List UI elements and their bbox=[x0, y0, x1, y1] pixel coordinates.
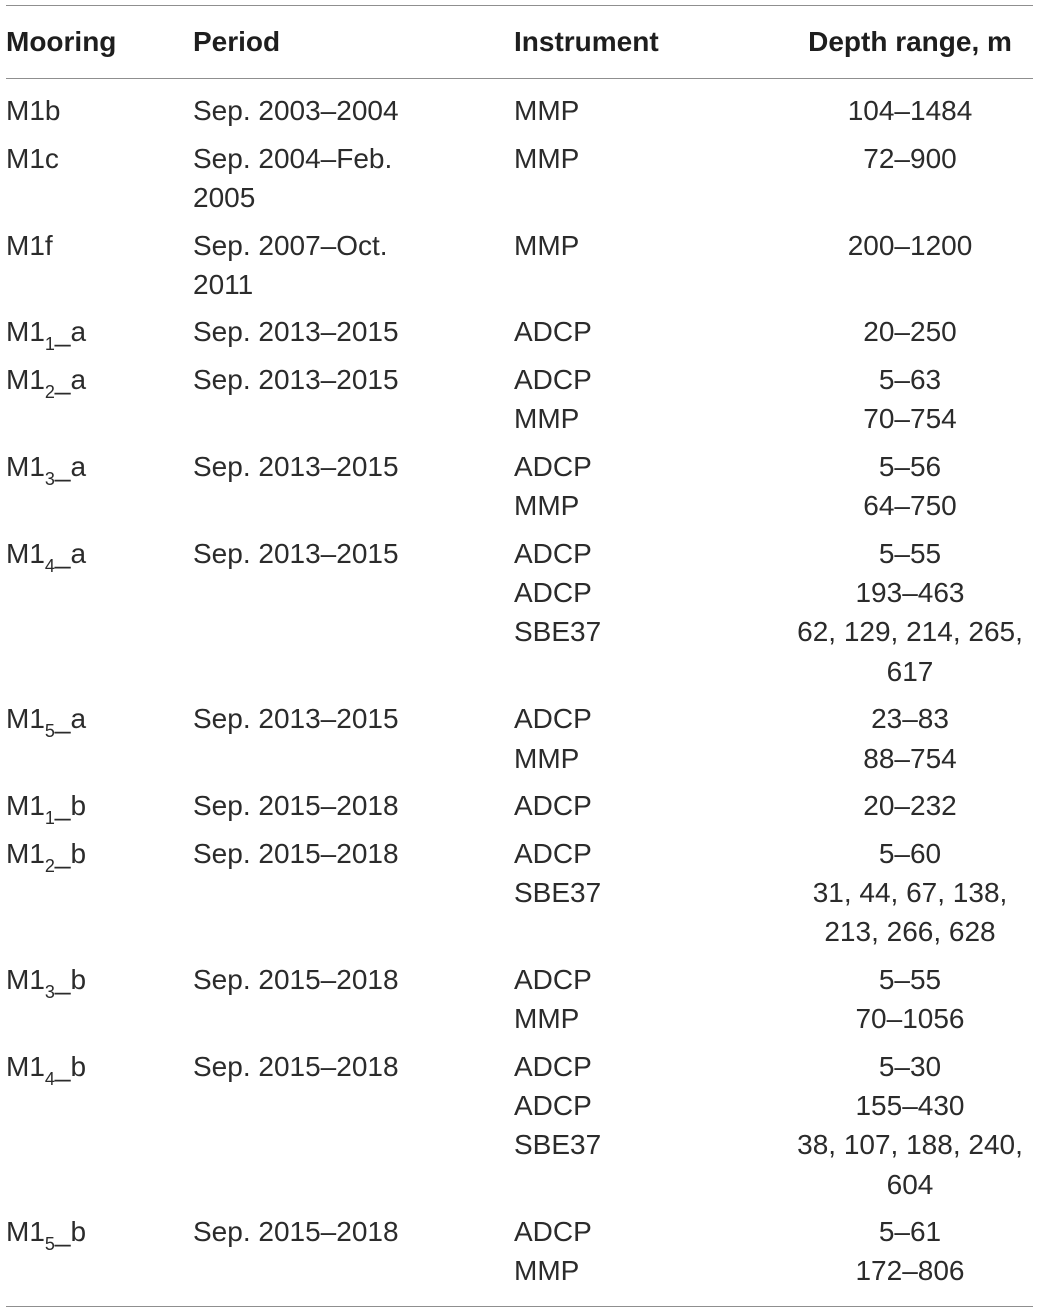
mooring-cell bbox=[6, 447, 87, 490]
depth-range-value: 38, 107, 188, 240, bbox=[797, 1129, 1023, 1161]
depth-range-value: 64–750 bbox=[863, 490, 957, 522]
mooring-suffix: _a bbox=[54, 703, 87, 735]
instrument-cell bbox=[514, 699, 774, 777]
period-cell: Sep. 2003–2004 bbox=[193, 95, 399, 126]
instrument-cell bbox=[514, 786, 774, 825]
mooring-subscript: 3 bbox=[44, 982, 55, 1003]
period-cell: Sep. 2013–2015 bbox=[193, 364, 399, 396]
instrument-cell bbox=[514, 312, 774, 351]
mooring-cell bbox=[6, 786, 87, 829]
depth-range-cell bbox=[790, 1212, 1030, 1290]
instrument-cell bbox=[514, 139, 774, 178]
mooring-subscript: 2 bbox=[44, 382, 55, 403]
depth-range-value: 155–430 bbox=[855, 1090, 965, 1122]
mooring-subscript: 3 bbox=[44, 469, 55, 490]
depth-range-value: 5–30 bbox=[878, 1050, 942, 1082]
depth-range-cell bbox=[790, 960, 1030, 1038]
depth-range-value: 5–60 bbox=[878, 837, 942, 869]
instrument-value: ADCP bbox=[514, 703, 592, 735]
depth-range-value: 5–56 bbox=[878, 451, 942, 483]
instrument-value: ADCP bbox=[514, 316, 592, 348]
instrument-cell bbox=[514, 534, 774, 652]
depth-range-cell bbox=[790, 699, 1030, 777]
depth-range-value: 23–83 bbox=[871, 703, 949, 735]
header-rule bbox=[6, 78, 1033, 79]
mooring-cell bbox=[6, 226, 53, 265]
period-cell: Sep. 2015–2018 bbox=[193, 790, 399, 822]
instrument-cell bbox=[514, 834, 774, 912]
depth-range-cell bbox=[790, 1047, 1030, 1204]
mooring-suffix: _a bbox=[54, 538, 87, 569]
instrument-value: ADCP bbox=[514, 837, 592, 869]
table-row bbox=[0, 447, 1039, 534]
mooring-name: M1 bbox=[6, 316, 45, 348]
period-cell: Sep. 2013–2015 bbox=[193, 538, 399, 569]
depth-range-cell bbox=[790, 226, 1030, 265]
period-cell: Sep. 2013–2015 bbox=[193, 703, 399, 735]
depth-range-value: 193–463 bbox=[855, 577, 965, 609]
table-row bbox=[0, 960, 1039, 1047]
instrument-value: ADCP bbox=[514, 1090, 592, 1122]
instrument-value: MMP bbox=[514, 490, 580, 522]
mooring-name: M1 bbox=[6, 1216, 45, 1248]
instrument-cell bbox=[514, 960, 774, 1038]
depth-range-cell bbox=[790, 834, 1030, 952]
mooring-name: M1 bbox=[6, 538, 45, 569]
mooring-name: M1c bbox=[6, 142, 59, 174]
table-row bbox=[0, 226, 1039, 313]
table-row bbox=[0, 312, 1039, 360]
instrument-cell bbox=[514, 447, 774, 525]
header-depth-range: Depth range, m bbox=[808, 26, 1012, 57]
instrument-value: ADCP bbox=[514, 364, 592, 396]
depth-range-value: 104–1484 bbox=[847, 95, 973, 126]
instrument-value: MMP bbox=[514, 95, 580, 126]
period-cell: Sep. 2015–2018 bbox=[193, 1216, 399, 1248]
mooring-suffix: _b bbox=[54, 1050, 87, 1082]
mooring-suffix: _a bbox=[54, 451, 87, 483]
instrument-value: MMP bbox=[514, 403, 580, 435]
depth-range-value: 70–754 bbox=[863, 403, 957, 435]
instrument-cell bbox=[514, 1212, 774, 1290]
table-row bbox=[0, 139, 1039, 226]
mooring-cell bbox=[6, 360, 87, 403]
depth-range-value: 88–754 bbox=[863, 742, 957, 774]
depth-range-cell bbox=[790, 91, 1030, 130]
mooring-subscript: 5 bbox=[44, 1234, 55, 1255]
mooring-name: M1 bbox=[6, 837, 45, 869]
depth-range-value: 604 bbox=[886, 1168, 934, 1200]
mooring-cell bbox=[6, 312, 87, 355]
depth-range-value: 31, 44, 67, 138, bbox=[812, 877, 1008, 909]
mooring-name: M1f bbox=[6, 229, 53, 261]
period-cell: Sep. 2015–2018 bbox=[193, 964, 399, 996]
depth-range-value: 5–55 bbox=[878, 538, 942, 569]
mooring-name: M1b bbox=[6, 95, 61, 126]
depth-range-value: 20–232 bbox=[863, 790, 957, 822]
mooring-suffix: _a bbox=[54, 316, 87, 348]
table-top-rule bbox=[6, 5, 1033, 6]
table-row bbox=[0, 1212, 1039, 1299]
table-row bbox=[0, 1047, 1039, 1212]
mooring-name: M1 bbox=[6, 364, 45, 396]
mooring-cell bbox=[6, 1212, 87, 1255]
period-cell: Sep. 2007–Oct. 2011 bbox=[193, 229, 388, 300]
instrument-value: ADCP bbox=[514, 538, 592, 569]
mooring-name: M1 bbox=[6, 451, 45, 483]
mooring-name: M1 bbox=[6, 1050, 45, 1082]
mooring-suffix: _a bbox=[54, 364, 87, 396]
depth-range-value: 172–806 bbox=[855, 1255, 965, 1287]
mooring-subscript: 4 bbox=[44, 1068, 55, 1089]
depth-range-value: 200–1200 bbox=[847, 229, 973, 261]
depth-range-value: 70–1056 bbox=[855, 1003, 965, 1035]
instrument-value: MMP bbox=[514, 1003, 580, 1035]
instrument-value: MMP bbox=[514, 229, 580, 261]
mooring-cell bbox=[6, 534, 87, 576]
instrument-value: ADCP bbox=[514, 1216, 592, 1248]
mooring-suffix: _b bbox=[54, 837, 87, 869]
table-bottom-rule bbox=[6, 1306, 1033, 1307]
depth-range-value: 72–900 bbox=[863, 142, 957, 174]
header-period: Period bbox=[193, 26, 281, 57]
mooring-cell bbox=[6, 834, 87, 876]
depth-range-cell bbox=[790, 360, 1030, 438]
mooring-suffix: _b bbox=[54, 964, 87, 996]
header-instrument: Instrument bbox=[514, 26, 659, 57]
period-cell: Sep. 2015–2018 bbox=[193, 1050, 399, 1082]
instrument-value: SBE37 bbox=[514, 1129, 602, 1161]
depth-range-cell bbox=[790, 534, 1030, 691]
instrument-value: ADCP bbox=[514, 451, 592, 483]
header-mooring: Mooring bbox=[6, 26, 117, 57]
mooring-cell bbox=[6, 91, 60, 130]
period-cell: Sep. 2004–Feb. 2005 bbox=[193, 142, 393, 213]
depth-range-value: 20–250 bbox=[863, 316, 957, 348]
depth-range-cell bbox=[790, 139, 1030, 178]
instrument-value: MMP bbox=[514, 1255, 580, 1287]
mooring-subscript: 4 bbox=[44, 556, 55, 576]
mooring-cell bbox=[6, 699, 87, 742]
mooring-name: M1 bbox=[6, 703, 45, 735]
mooring-suffix: _b bbox=[54, 1216, 87, 1248]
instrument-value: SBE37 bbox=[514, 616, 602, 648]
depth-range-value: 5–55 bbox=[878, 964, 942, 996]
depth-range-cell bbox=[790, 312, 1030, 351]
instrument-value: ADCP bbox=[514, 577, 592, 609]
mooring-suffix: _b bbox=[54, 790, 87, 822]
mooring-cell bbox=[6, 139, 59, 178]
table-row bbox=[0, 786, 1039, 834]
table-row bbox=[0, 534, 1039, 699]
instrument-value: ADCP bbox=[514, 1050, 592, 1082]
depth-range-value: 213, 266, 628 bbox=[824, 916, 996, 948]
period-cell: Sep. 2013–2015 bbox=[193, 451, 399, 483]
instrument-cell bbox=[514, 91, 774, 130]
instrument-cell bbox=[514, 360, 774, 438]
depth-range-cell bbox=[790, 447, 1030, 525]
period-cell: Sep. 2015–2018 bbox=[193, 837, 399, 869]
mooring-subscript: 1 bbox=[44, 334, 55, 355]
depth-range-value: 5–61 bbox=[878, 1216, 942, 1248]
table-row bbox=[0, 834, 1039, 960]
depth-range-value: 62, 129, 214, 265, bbox=[797, 616, 1023, 648]
table-row bbox=[0, 360, 1039, 447]
mooring-cell bbox=[6, 960, 87, 1003]
instrument-value: ADCP bbox=[514, 964, 592, 996]
table-row bbox=[0, 699, 1039, 786]
mooring-subscript: 5 bbox=[44, 721, 55, 742]
period-cell: Sep. 2013–2015 bbox=[193, 316, 399, 348]
mooring-name: M1 bbox=[6, 790, 45, 822]
depth-range-value: 617 bbox=[886, 655, 934, 687]
instrument-cell bbox=[514, 226, 774, 265]
table-body bbox=[0, 91, 1039, 1299]
instrument-cell bbox=[514, 1047, 774, 1165]
mooring-name: M1 bbox=[6, 964, 45, 996]
mooring-cell bbox=[6, 1047, 87, 1089]
instrument-value: ADCP bbox=[514, 790, 592, 822]
depth-range-value: 5–63 bbox=[878, 364, 942, 396]
instrument-value: MMP bbox=[514, 142, 580, 174]
depth-range-cell bbox=[790, 786, 1030, 825]
instrument-value: MMP bbox=[514, 742, 580, 774]
table-row bbox=[0, 91, 1039, 139]
mooring-subscript: 1 bbox=[44, 808, 55, 829]
mooring-subscript: 2 bbox=[44, 855, 55, 876]
instrument-value: SBE37 bbox=[514, 877, 602, 909]
